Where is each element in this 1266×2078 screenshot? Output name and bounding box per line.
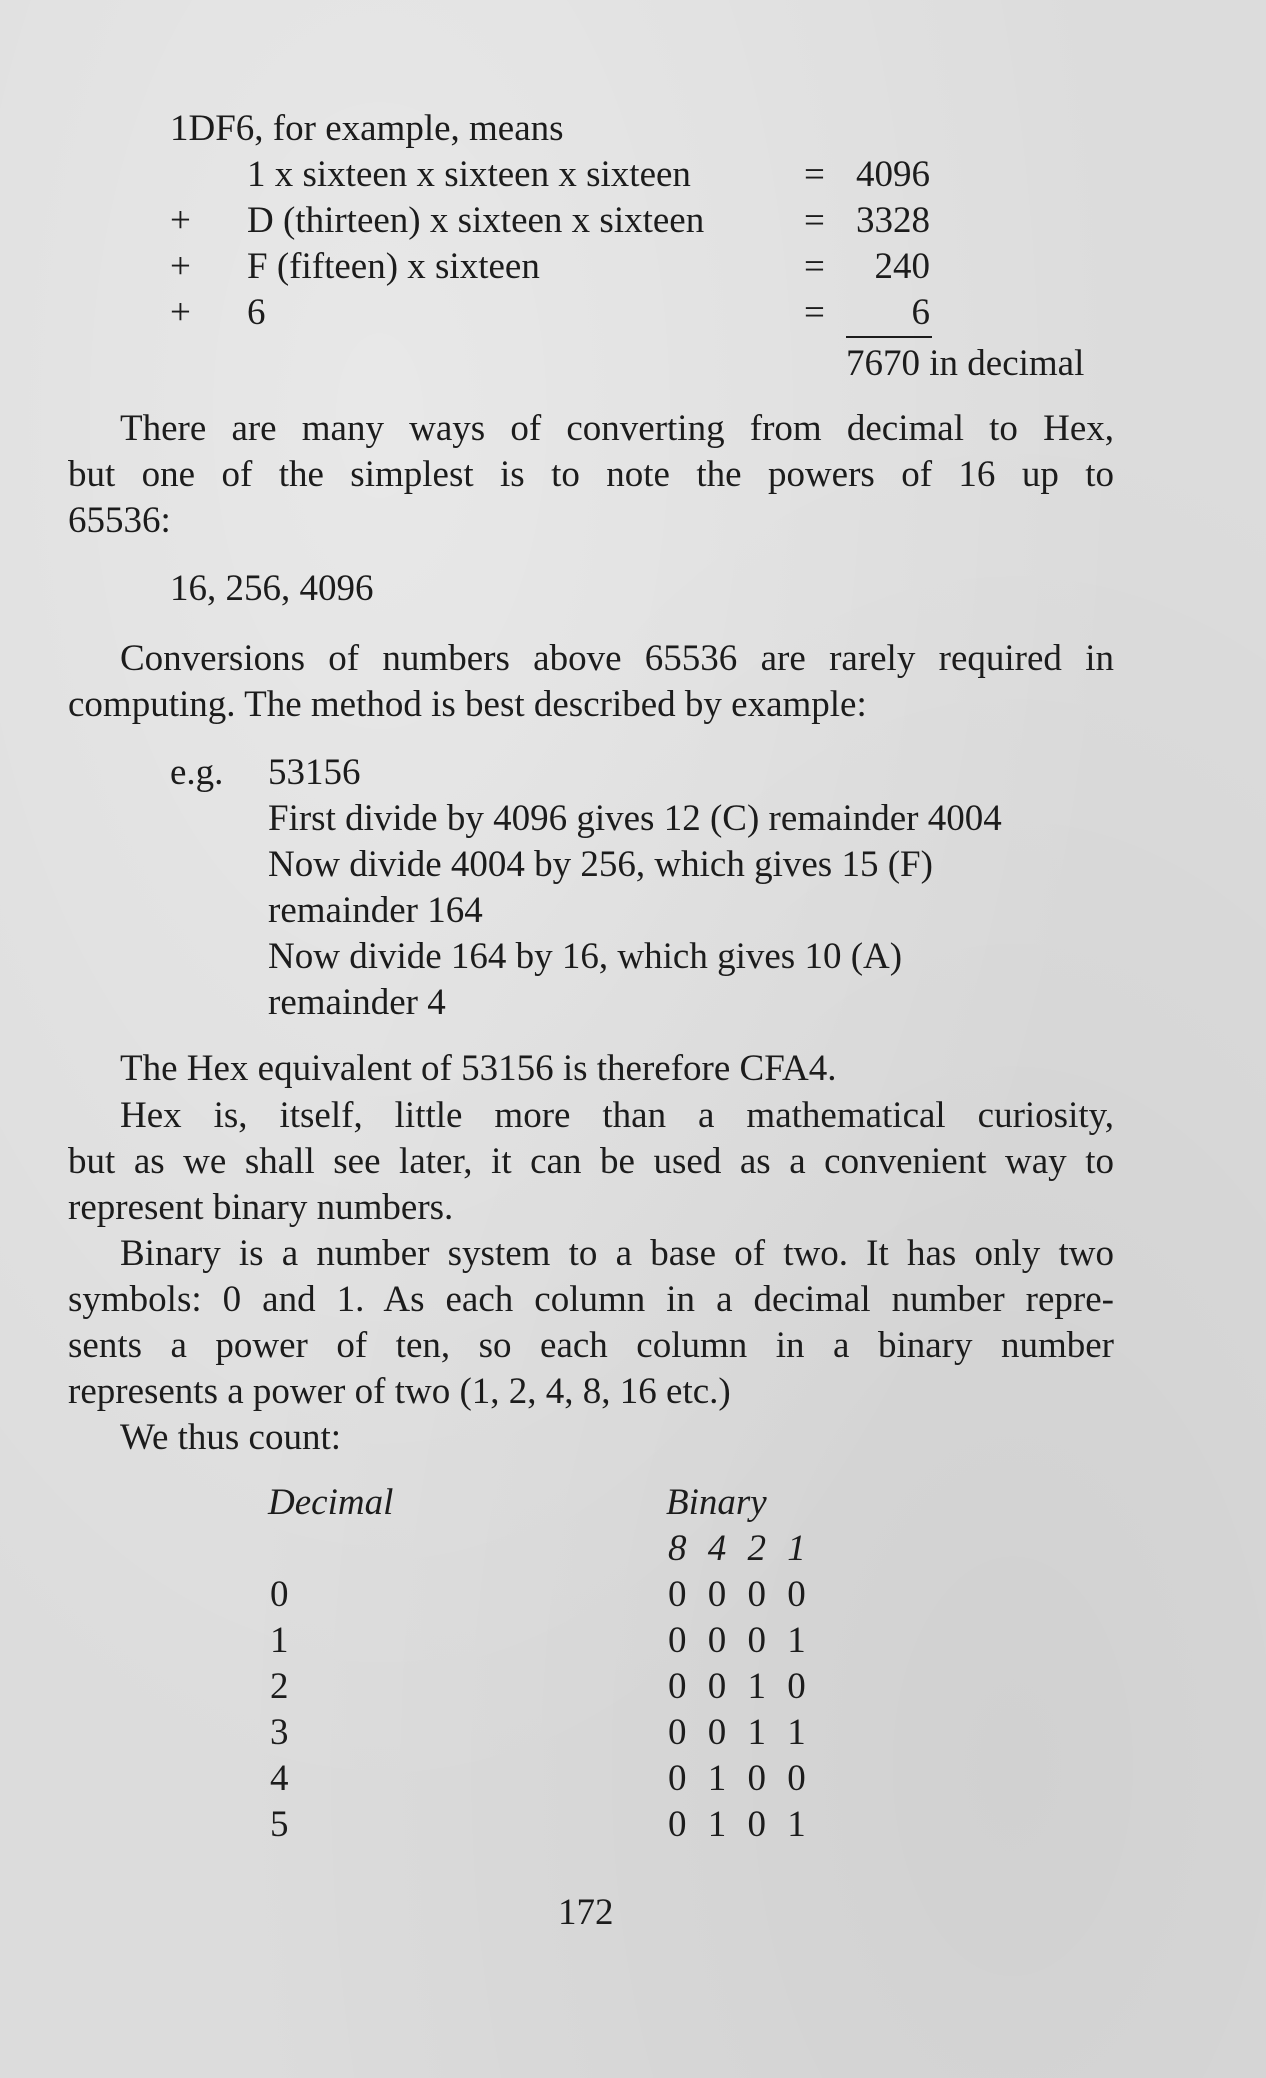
table-binary-cell: 0 1 0 0 [668,1758,812,1799]
sum-value: 6 [911,292,930,333]
page-number: 172 [558,1892,614,1933]
sum-op: + [170,200,191,241]
sum-total: 7670 in decimal [846,343,1085,384]
sum-eq: = [804,246,825,287]
table-binary-cell: 0 0 0 1 [668,1620,812,1661]
text-line: sents a power of ten, so each column in a binary number [68,1325,1114,1366]
sum-op: + [170,292,191,333]
sum-expr: D (thirteen) x sixteen x sixteen [247,200,705,241]
table-decimal-cell: 5 [270,1804,289,1845]
powers-list: 16, 256, 4096 [170,568,374,609]
text-line: but as we shall see later, it can be used as a convenient way to [68,1141,1114,1182]
table-binary-cell: 0 0 1 1 [668,1712,812,1753]
text-line: computing. The method is best described by example: [68,684,867,725]
table-decimal-cell: 2 [270,1666,289,1707]
table-decimal-cell: 1 [270,1620,289,1661]
table-binary-cell: 0 1 0 1 [668,1804,812,1845]
text-line: 65536: [68,500,171,541]
sum-value: 3328 [856,200,930,241]
paragraph-hex-result: The Hex equivalent of 53156 is therefore CFA4. [120,1048,837,1089]
text-line: Conversions of numbers above 65536 are rarely required in [120,638,1114,679]
example-line: Now divide 4004 by 256, which gives 15 (F) [268,844,933,885]
table-binary-cell: 0 0 1 0 [668,1666,812,1707]
sum-rule [846,336,932,338]
table-binary-cell: 0 0 0 0 [668,1574,812,1615]
paragraph-count: We thus count: [120,1417,342,1458]
text-line: represent binary numbers. [68,1187,454,1228]
table-header-binary: Binary [666,1482,767,1523]
text-line: There are many ways of converting from decimal to Hex, [120,408,1114,449]
sum-eq: = [804,292,825,333]
example-line: First divide by 4096 gives 12 (C) remainder 4004 [268,798,1002,839]
text-line: Binary is a number system to a base of two. It has only two [120,1233,1114,1274]
text-line: represents a power of two (1, 2, 4, 8, 16 etc.) [68,1371,731,1412]
sum-op: + [170,246,191,287]
example-line: 53156 [268,752,361,793]
example-line: remainder 4 [268,982,446,1023]
sum-eq: = [804,154,825,195]
text-line: Hex is, itself, little more than a mathematical curiosity, [120,1095,1114,1136]
sum-value: 4096 [856,154,930,195]
sum-expr: 1 x sixteen x sixteen x sixteen [247,154,691,195]
example-line: Now divide 164 by 16, which gives 10 (A) [268,936,903,977]
sum-value: 240 [874,246,930,287]
example-label: e.g. [170,752,224,793]
intro-line: 1DF6, for example, means [170,108,564,149]
table-decimal-cell: 4 [270,1758,289,1799]
example-line: remainder 164 [268,890,483,931]
table-decimal-cell: 0 [270,1574,289,1615]
sum-eq: = [804,200,825,241]
table-decimal-cell: 3 [270,1712,289,1753]
sum-expr: 6 [247,292,266,333]
text-line: symbols: 0 and 1. As each column in a decimal number repre- [68,1279,1114,1320]
place-values: 8 4 2 1 [668,1528,812,1569]
sum-expr: F (fifteen) x sixteen [247,246,540,287]
table-header-decimal: Decimal [268,1482,394,1523]
text-line: but one of the simplest is to note the powers of 16 up to [68,454,1114,495]
